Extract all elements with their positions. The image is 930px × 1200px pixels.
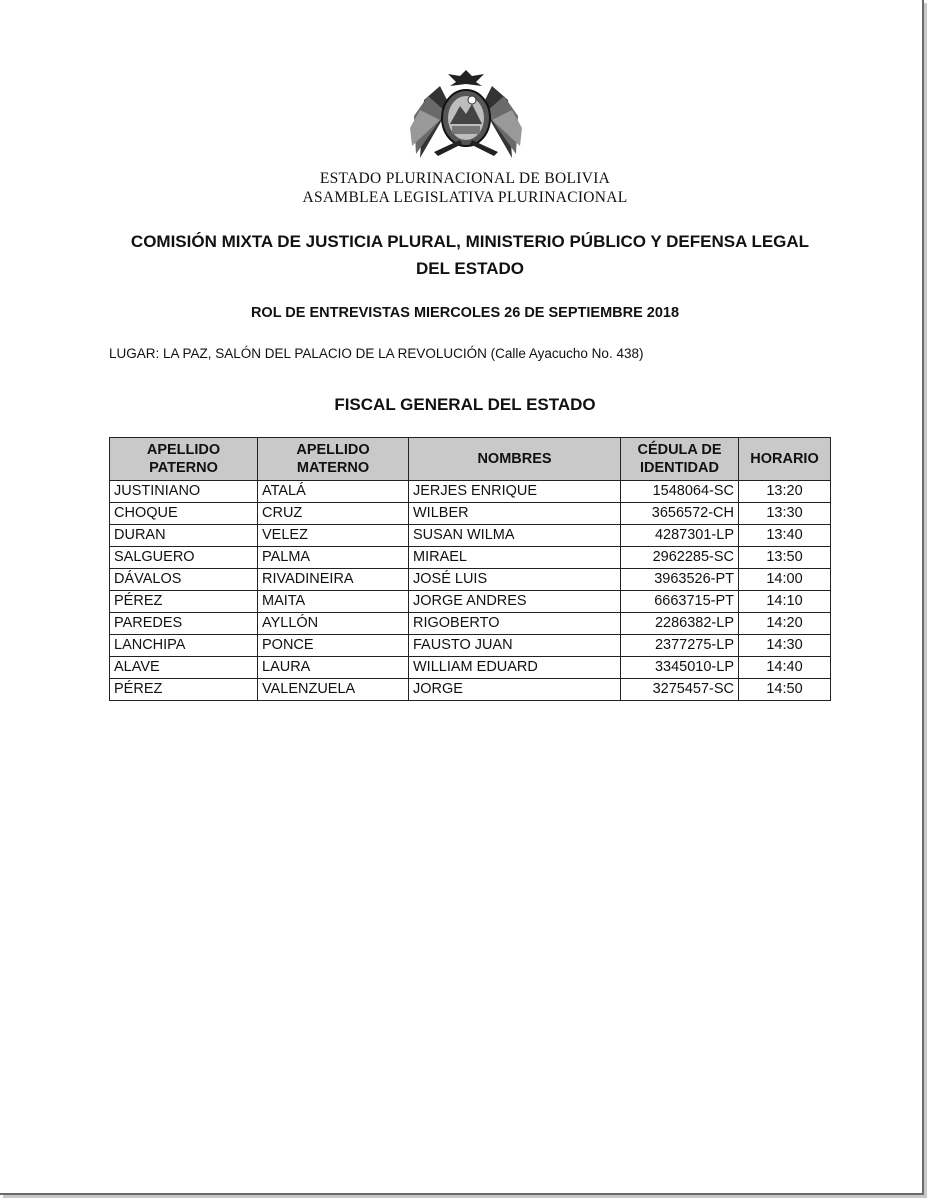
cell-horario: 13:50: [739, 547, 831, 569]
cell-nombres: RIGOBERTO: [409, 613, 621, 635]
cell-horario: 13:40: [739, 525, 831, 547]
table-row: [110, 679, 831, 701]
table-row: [110, 635, 831, 657]
table-row: [110, 657, 831, 679]
cell-cedula: 2962285-SC: [621, 547, 739, 569]
cell-nombres: JOSÉ LUIS: [409, 569, 621, 591]
cell-paterno: ALAVE: [110, 657, 258, 679]
table-row: [110, 613, 831, 635]
cell-cedula: 4287301-LP: [621, 525, 739, 547]
cell-materno: AYLLÓN: [258, 613, 409, 635]
cell-nombres: MIRAEL: [409, 547, 621, 569]
cell-horario: 14:40: [739, 657, 831, 679]
cell-paterno: CHOQUE: [110, 503, 258, 525]
cell-materno: RIVADINEIRA: [258, 569, 409, 591]
cell-cedula: 6663715-PT: [621, 591, 739, 613]
cell-cedula: 3656572-CH: [621, 503, 739, 525]
cell-nombres: JERJES ENRIQUE: [409, 481, 621, 503]
table-row: [110, 569, 831, 591]
cell-cedula: 1548064-SC: [621, 481, 739, 503]
table-row: [110, 481, 831, 503]
location-line: LUGAR: LA PAZ, SALÓN DEL PALACIO DE LA REVOLUCIÓN (Calle Ayacucho No. 438): [109, 346, 644, 361]
header-horario: HORARIO: [739, 438, 831, 481]
cell-paterno: SALGUERO: [110, 547, 258, 569]
cell-horario: 14:10: [739, 591, 831, 613]
cell-paterno: PAREDES: [110, 613, 258, 635]
cell-materno: VALENZUELA: [258, 679, 409, 701]
bolivia-coat-of-arms-icon: [410, 66, 522, 162]
cell-cedula: 3963526-PT: [621, 569, 739, 591]
state-name: ESTADO PLURINACIONAL DE BOLIVIA: [319, 170, 611, 187]
commission-title: [90, 228, 850, 282]
table-row: [110, 591, 831, 613]
cell-horario: 13:20: [739, 481, 831, 503]
header-cedula: CÉDULA DE IDENTIDAD: [621, 438, 739, 481]
cell-materno: VELEZ: [258, 525, 409, 547]
cell-nombres: SUSAN WILMA: [409, 525, 621, 547]
cell-cedula: 3275457-SC: [621, 679, 739, 701]
cell-cedula: 2286382-LP: [621, 613, 739, 635]
cell-nombres: WILLIAM EDUARD: [409, 657, 621, 679]
header-apellido-paterno: APELLIDO PATERNO: [110, 438, 258, 481]
candidates-table: [109, 437, 831, 701]
cell-materno: MAITA: [258, 591, 409, 613]
table-row: [110, 547, 831, 569]
cell-materno: ATALÁ: [258, 481, 409, 503]
cell-nombres: WILBER: [409, 503, 621, 525]
cell-nombres: FAUSTO JUAN: [409, 635, 621, 657]
commission-title-line2: DEL ESTADO: [416, 259, 524, 278]
table-row: [110, 503, 831, 525]
cell-horario: 14:00: [739, 569, 831, 591]
cell-paterno: LANCHIPA: [110, 635, 258, 657]
cell-cedula: 2377275-LP: [621, 635, 739, 657]
cell-nombres: JORGE ANDRES: [409, 591, 621, 613]
section-title: FISCAL GENERAL DEL ESTADO: [334, 395, 596, 414]
cell-cedula: 3345010-LP: [621, 657, 739, 679]
interview-schedule-title: ROL DE ENTREVISTAS MIERCOLES 26 DE SEPTIEMBRE 2018: [250, 305, 680, 321]
cell-paterno: PÉREZ: [110, 679, 258, 701]
cell-horario: 14:20: [739, 613, 831, 635]
cell-materno: PONCE: [258, 635, 409, 657]
header-apellido-materno: APELLIDO MATERNO: [258, 438, 409, 481]
cell-horario: 13:30: [739, 503, 831, 525]
cell-horario: 14:30: [739, 635, 831, 657]
cell-materno: CRUZ: [258, 503, 409, 525]
cell-paterno: PÉREZ: [110, 591, 258, 613]
cell-paterno: DURAN: [110, 525, 258, 547]
cell-nombres: JORGE: [409, 679, 621, 701]
cell-materno: PALMA: [258, 547, 409, 569]
cell-horario: 14:50: [739, 679, 831, 701]
commission-title-line1: COMISIÓN MIXTA DE JUSTICIA PLURAL, MINISTERIO PÚBLICO Y DEFENSA LEGAL: [130, 232, 810, 251]
table-header-row: [110, 438, 831, 481]
header-nombres: NOMBRES: [409, 438, 621, 481]
table-row: [110, 525, 831, 547]
cell-paterno: DÁVALOS: [110, 569, 258, 591]
cell-paterno: JUSTINIANO: [110, 481, 258, 503]
cell-materno: LAURA: [258, 657, 409, 679]
assembly-name: ASAMBLEA LEGISLATIVA PLURINACIONAL: [302, 189, 628, 206]
